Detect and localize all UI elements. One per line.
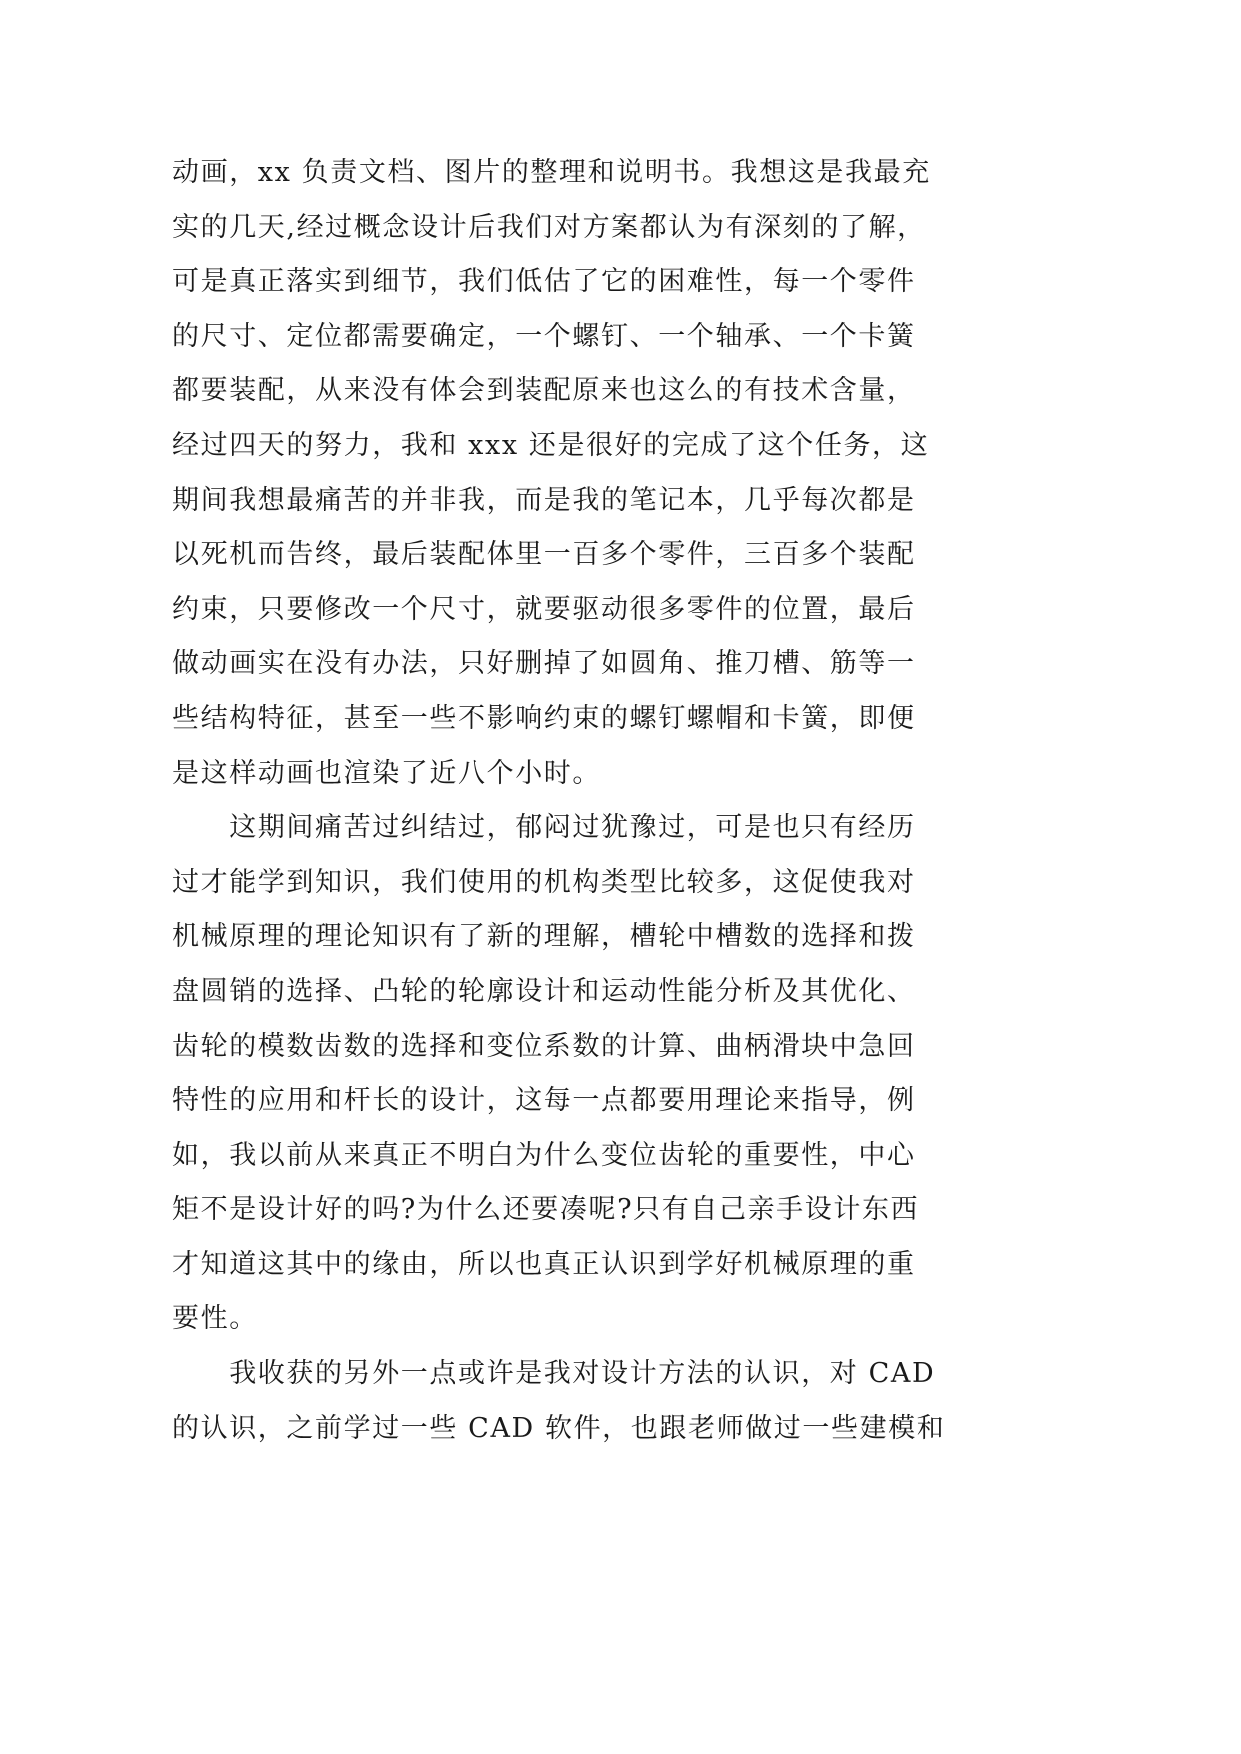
- paragraph-3: [172, 1347, 972, 1456]
- text-line: 盘圆销的选择、凸轮的轮廓设计和运动性能分析及其优化、: [172, 975, 916, 1007]
- text-line: 要性。: [172, 1303, 258, 1335]
- text-line: 动画，xx 负责文档、图片的整理和说明书。我想这是我最充: [172, 157, 931, 188]
- text-line: 我收获的另外一点或许是我对设计方法的认识，对 CAD: [172, 1358, 936, 1390]
- text-line: 这期间痛苦过纠结过，郁闷过犹豫过，可是也只有经历: [172, 812, 916, 844]
- text-line: 齿轮的模数齿数的选择和变位系数的计算、曲柄滑块中急回: [172, 1030, 916, 1062]
- text-line: 以死机而告终，最后装配体里一百多个零件，三百多个装配: [172, 539, 916, 571]
- paragraph-1: [172, 146, 972, 801]
- paragraph-2: [172, 801, 972, 1347]
- text-line: 可是真正落实到细节，我们低估了它的困难性，每一个零件: [172, 266, 916, 298]
- text-line: 特性的应用和杆长的设计，这每一点都要用理论来指导，例: [172, 1085, 916, 1117]
- text-line: 矩不是设计好的吗?为什么还要凑呢?只有自己亲手设计东西: [172, 1194, 920, 1226]
- text-line: 如，我以前从来真正不明白为什么变位齿轮的重要性，中心: [172, 1139, 916, 1171]
- text-line: 期间我想最痛苦的并非我，而是我的笔记本，几乎每次都是: [172, 484, 916, 516]
- text-line: 都要装配，从来没有体会到装配原来也这么的有技术含量，: [172, 375, 916, 407]
- text-line: 的认识，之前学过一些 CAD 软件，也跟老师做过一些建模和: [172, 1412, 946, 1444]
- text-line: 机械原理的理论知识有了新的理解，槽轮中槽数的选择和拨: [172, 921, 916, 953]
- text-line: 是这样动画也渲染了近八个小时。: [172, 757, 601, 789]
- text-line: 些结构特征，甚至一些不影响约束的螺钉螺帽和卡簧，即便: [172, 702, 916, 734]
- text-line: 经过四天的努力，我和 xxx 还是很好的完成了这个任务，这: [172, 429, 930, 461]
- text-line: 的尺寸、定位都需要确定，一个螺钉、一个轴承、一个卡簧: [172, 320, 916, 352]
- text-line: 实的几天,经过概念设计后我们对方案都认为有深刻的了解，: [172, 211, 926, 243]
- text-line: 过才能学到知识，我们使用的机构类型比较多，这促使我对: [172, 866, 916, 898]
- text-line: 约束，只要修改一个尺寸，就要驱动很多零件的位置，最后: [172, 593, 916, 625]
- body-text: [172, 146, 972, 1456]
- text-line: 才知道这其中的缘由，所以也真正认识到学好机械原理的重: [172, 1248, 916, 1280]
- text-line: 做动画实在没有办法，只好删掉了如圆角、推刀槽、筋等一: [172, 648, 916, 680]
